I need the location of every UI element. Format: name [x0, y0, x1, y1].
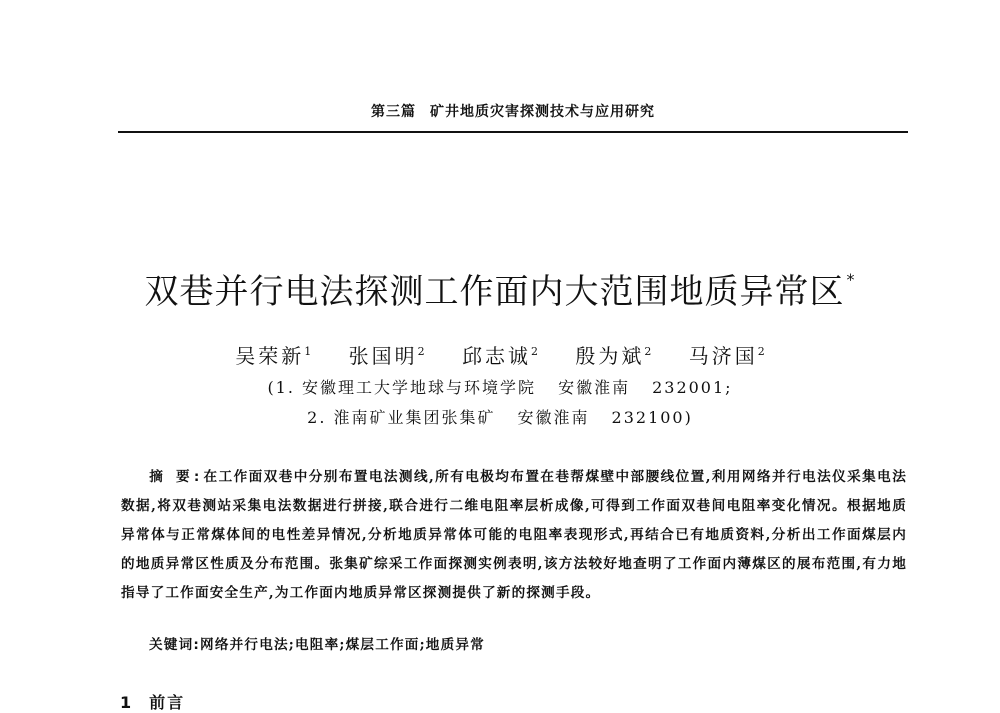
- affiliation-line-2: [0, 405, 1000, 428]
- keywords: [149, 633, 485, 653]
- running-header: [118, 101, 908, 121]
- running-header-part: 第三篇: [371, 104, 416, 120]
- section-title: 前言: [149, 693, 186, 712]
- affiliation-postcode: 232001;: [652, 378, 733, 397]
- affiliation-number: (1.: [267, 378, 295, 397]
- author: [575, 344, 651, 368]
- author: [235, 344, 311, 368]
- author-affiliation-mark: 2: [531, 345, 538, 358]
- affiliation-organization: 淮南矿业集团张集矿: [333, 408, 496, 427]
- affiliation-line-1: [0, 375, 1000, 398]
- keywords-label: 关键词:: [149, 637, 201, 653]
- affiliation-place: 安徽淮南: [517, 408, 590, 427]
- abstract: [121, 463, 907, 608]
- author-affiliation-mark: 2: [417, 345, 425, 358]
- affiliation-number: 2.: [307, 408, 327, 427]
- author-affiliation-mark: 2: [644, 345, 652, 358]
- author-name: 吴荣新: [235, 344, 305, 368]
- author-name: 殷为斌: [575, 344, 645, 368]
- author: [462, 344, 538, 368]
- title-footnote-mark: *: [846, 270, 856, 289]
- author-name: 张国明: [348, 344, 418, 368]
- author-list: [0, 340, 1000, 369]
- affiliation-postcode: 232100): [611, 408, 693, 427]
- affiliation-place: 安徽淮南: [558, 378, 631, 397]
- section-number: 1: [120, 693, 134, 712]
- author-affiliation-mark: 1: [304, 345, 312, 358]
- author: [349, 344, 425, 368]
- author-name: 马济国: [688, 344, 758, 368]
- abstract-text: 在工作面双巷中分别布置电法测线,所有电极均布置在巷帮煤壁中部腰线位置,利用网络并行电法仪采集电法数据,将双巷测站采集电法数据进行拼接,联合进行二维电阻率层析成像,可得到工作面双巷间电阻率变化情况。根据地质异常体与正常煤体间的电性差异情况,分析地质异常体可能的电阻率表现形式,再结合已有地质资料,分析出工作面煤层内的地质异常区性质及分布范围。张集矿综采工作面探测实例表明,该方法较好地查明了工作面内薄煤区的展布范围,有力地指导了工作面安全生产,为工作面内地质异常区探测提供了新的探测手段。: [121, 469, 908, 601]
- paper-title: [0, 264, 1000, 313]
- running-header-book-title: 矿井地质灾害探测技术与应用研究: [430, 104, 655, 120]
- paper-title-text: 双巷并行电法探测工作面内大范围地质异常区: [144, 272, 845, 312]
- abstract-label: 摘 要:: [149, 469, 204, 485]
- author-name: 邱志诚: [462, 344, 531, 368]
- keywords-text: 网络并行电法;电阻率;煤层工作面;地质异常: [200, 637, 485, 653]
- header-rule: [118, 131, 908, 133]
- affiliation-organization: 安徽理工大学地球与环境学院: [302, 378, 537, 397]
- author-affiliation-mark: 2: [757, 345, 765, 358]
- author: [689, 344, 765, 368]
